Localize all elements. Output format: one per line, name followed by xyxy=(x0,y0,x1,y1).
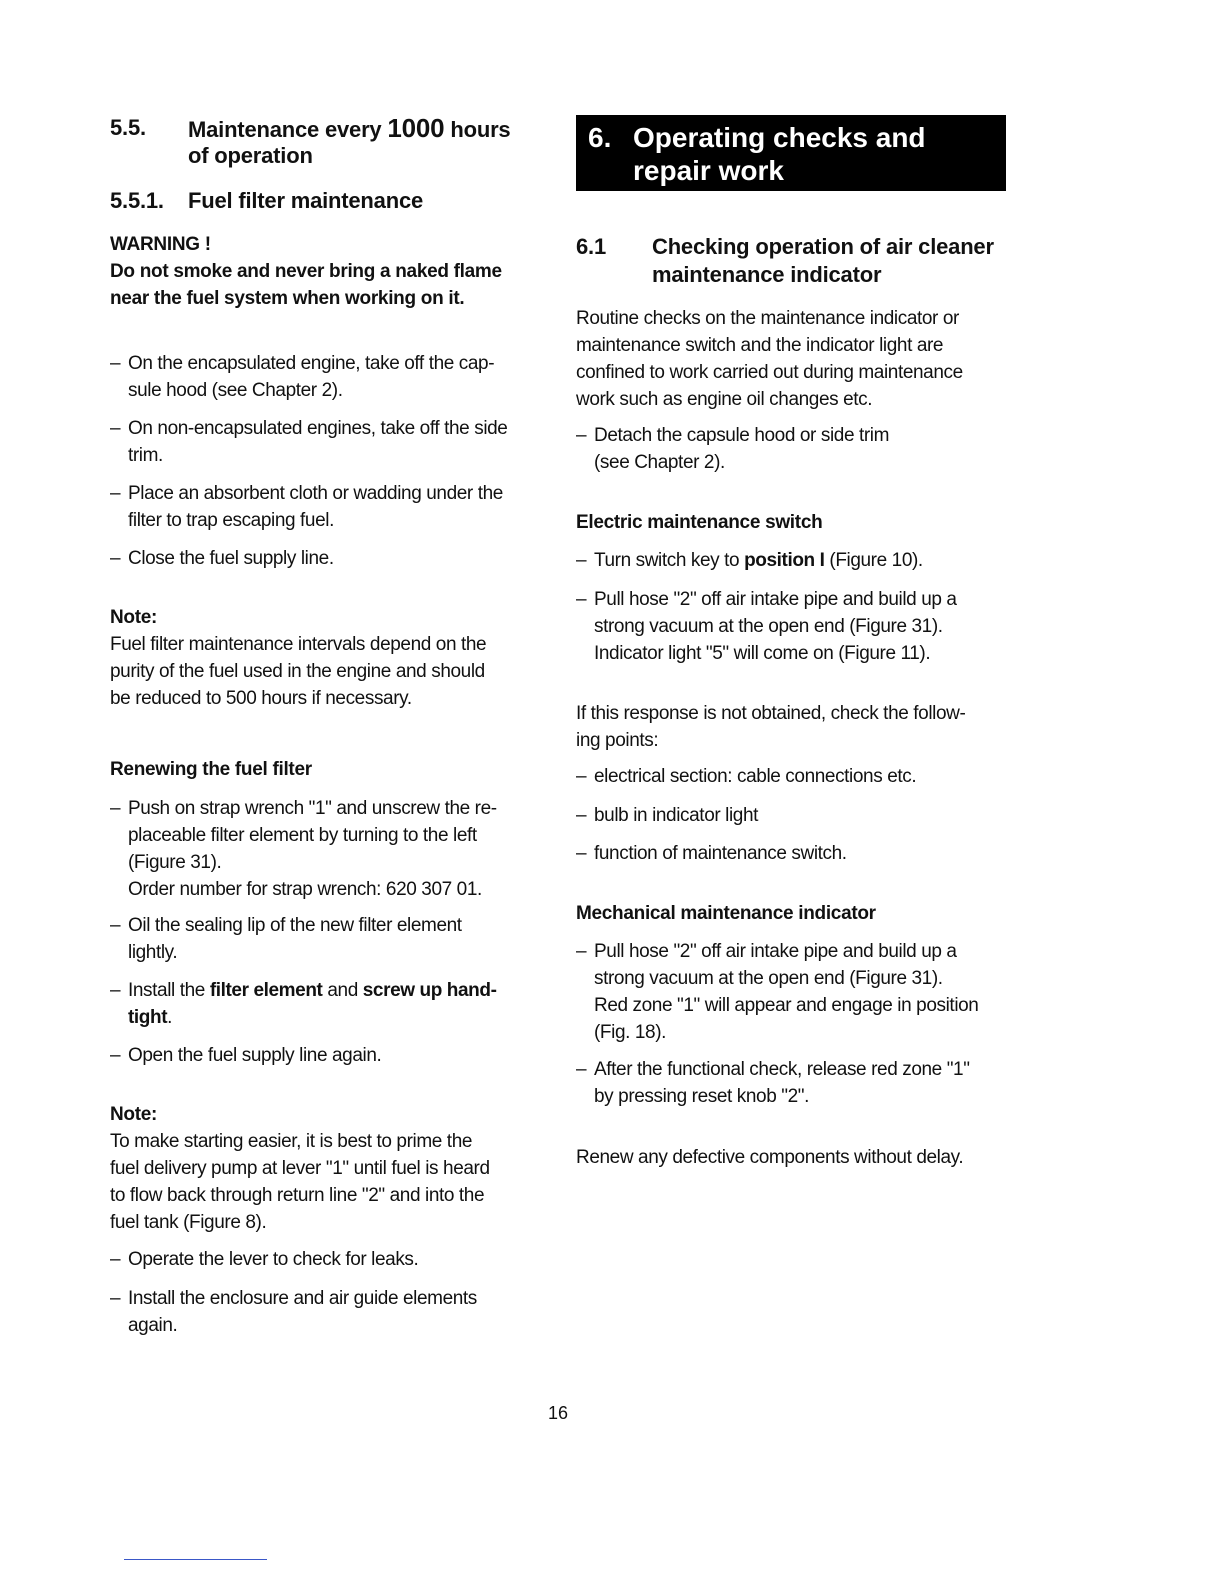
electric-switch-heading: Electric maintenance switch xyxy=(576,512,823,533)
chapter-title-line1: Operating checks and xyxy=(633,122,926,153)
warning-title: WARNING ! xyxy=(110,234,211,255)
note-text: To make starting easier, it is best to prime the fuel delivery pump at lever "1" until fuel is heard to flow back through return line "2" and into the fuel tank (Figure 8). xyxy=(110,1131,490,1233)
section-number: 5.5. xyxy=(110,115,146,140)
chapter-title-line2: repair work xyxy=(633,155,784,186)
section-title-line2: maintenance indicator xyxy=(652,262,882,287)
note-title: Note: xyxy=(110,1104,158,1125)
renewing-fuel-filter-heading: Renewing the fuel filter xyxy=(110,759,312,780)
chapter-6-banner xyxy=(576,115,1006,191)
mechanical-indicator-heading: Mechanical maintenance indicator xyxy=(576,903,876,924)
closing-paragraph: Renew any defective components without delay. xyxy=(576,1147,964,1168)
section-number: 5.5.1. xyxy=(110,188,164,213)
note-text: Fuel filter maintenance intervals depend on the purity of the fuel used in the engine and should be reduced to 500 hours if necessary. xyxy=(110,634,487,709)
section-number: 6.1 xyxy=(576,234,606,259)
section-title-line2: of operation xyxy=(188,143,313,168)
intro-paragraph: Routine checks on the maintenance indicator or maintenance switch and the indicator light are confined to work carried out during maintenance work such as engine oil changes etc. xyxy=(576,308,963,410)
note-title: Note: xyxy=(110,607,158,628)
response-paragraph: If this response is not obtained, check the follow- ing points: xyxy=(576,703,966,751)
warning-line-1: Do not smoke and never bring a naked flame xyxy=(110,261,502,282)
section-title-line1: Maintenance every 1000 hours xyxy=(188,113,511,143)
footer-rule xyxy=(124,1559,267,1560)
section-title-line1: Checking operation of air cleaner xyxy=(652,234,994,259)
warning-line-2: near the fuel system when working on it. xyxy=(110,288,465,309)
chapter-number: 6. xyxy=(588,122,612,153)
section-title: Fuel filter maintenance xyxy=(188,188,424,213)
hours-number: 1000 xyxy=(387,113,445,143)
page-number: 16 xyxy=(548,1403,569,1423)
